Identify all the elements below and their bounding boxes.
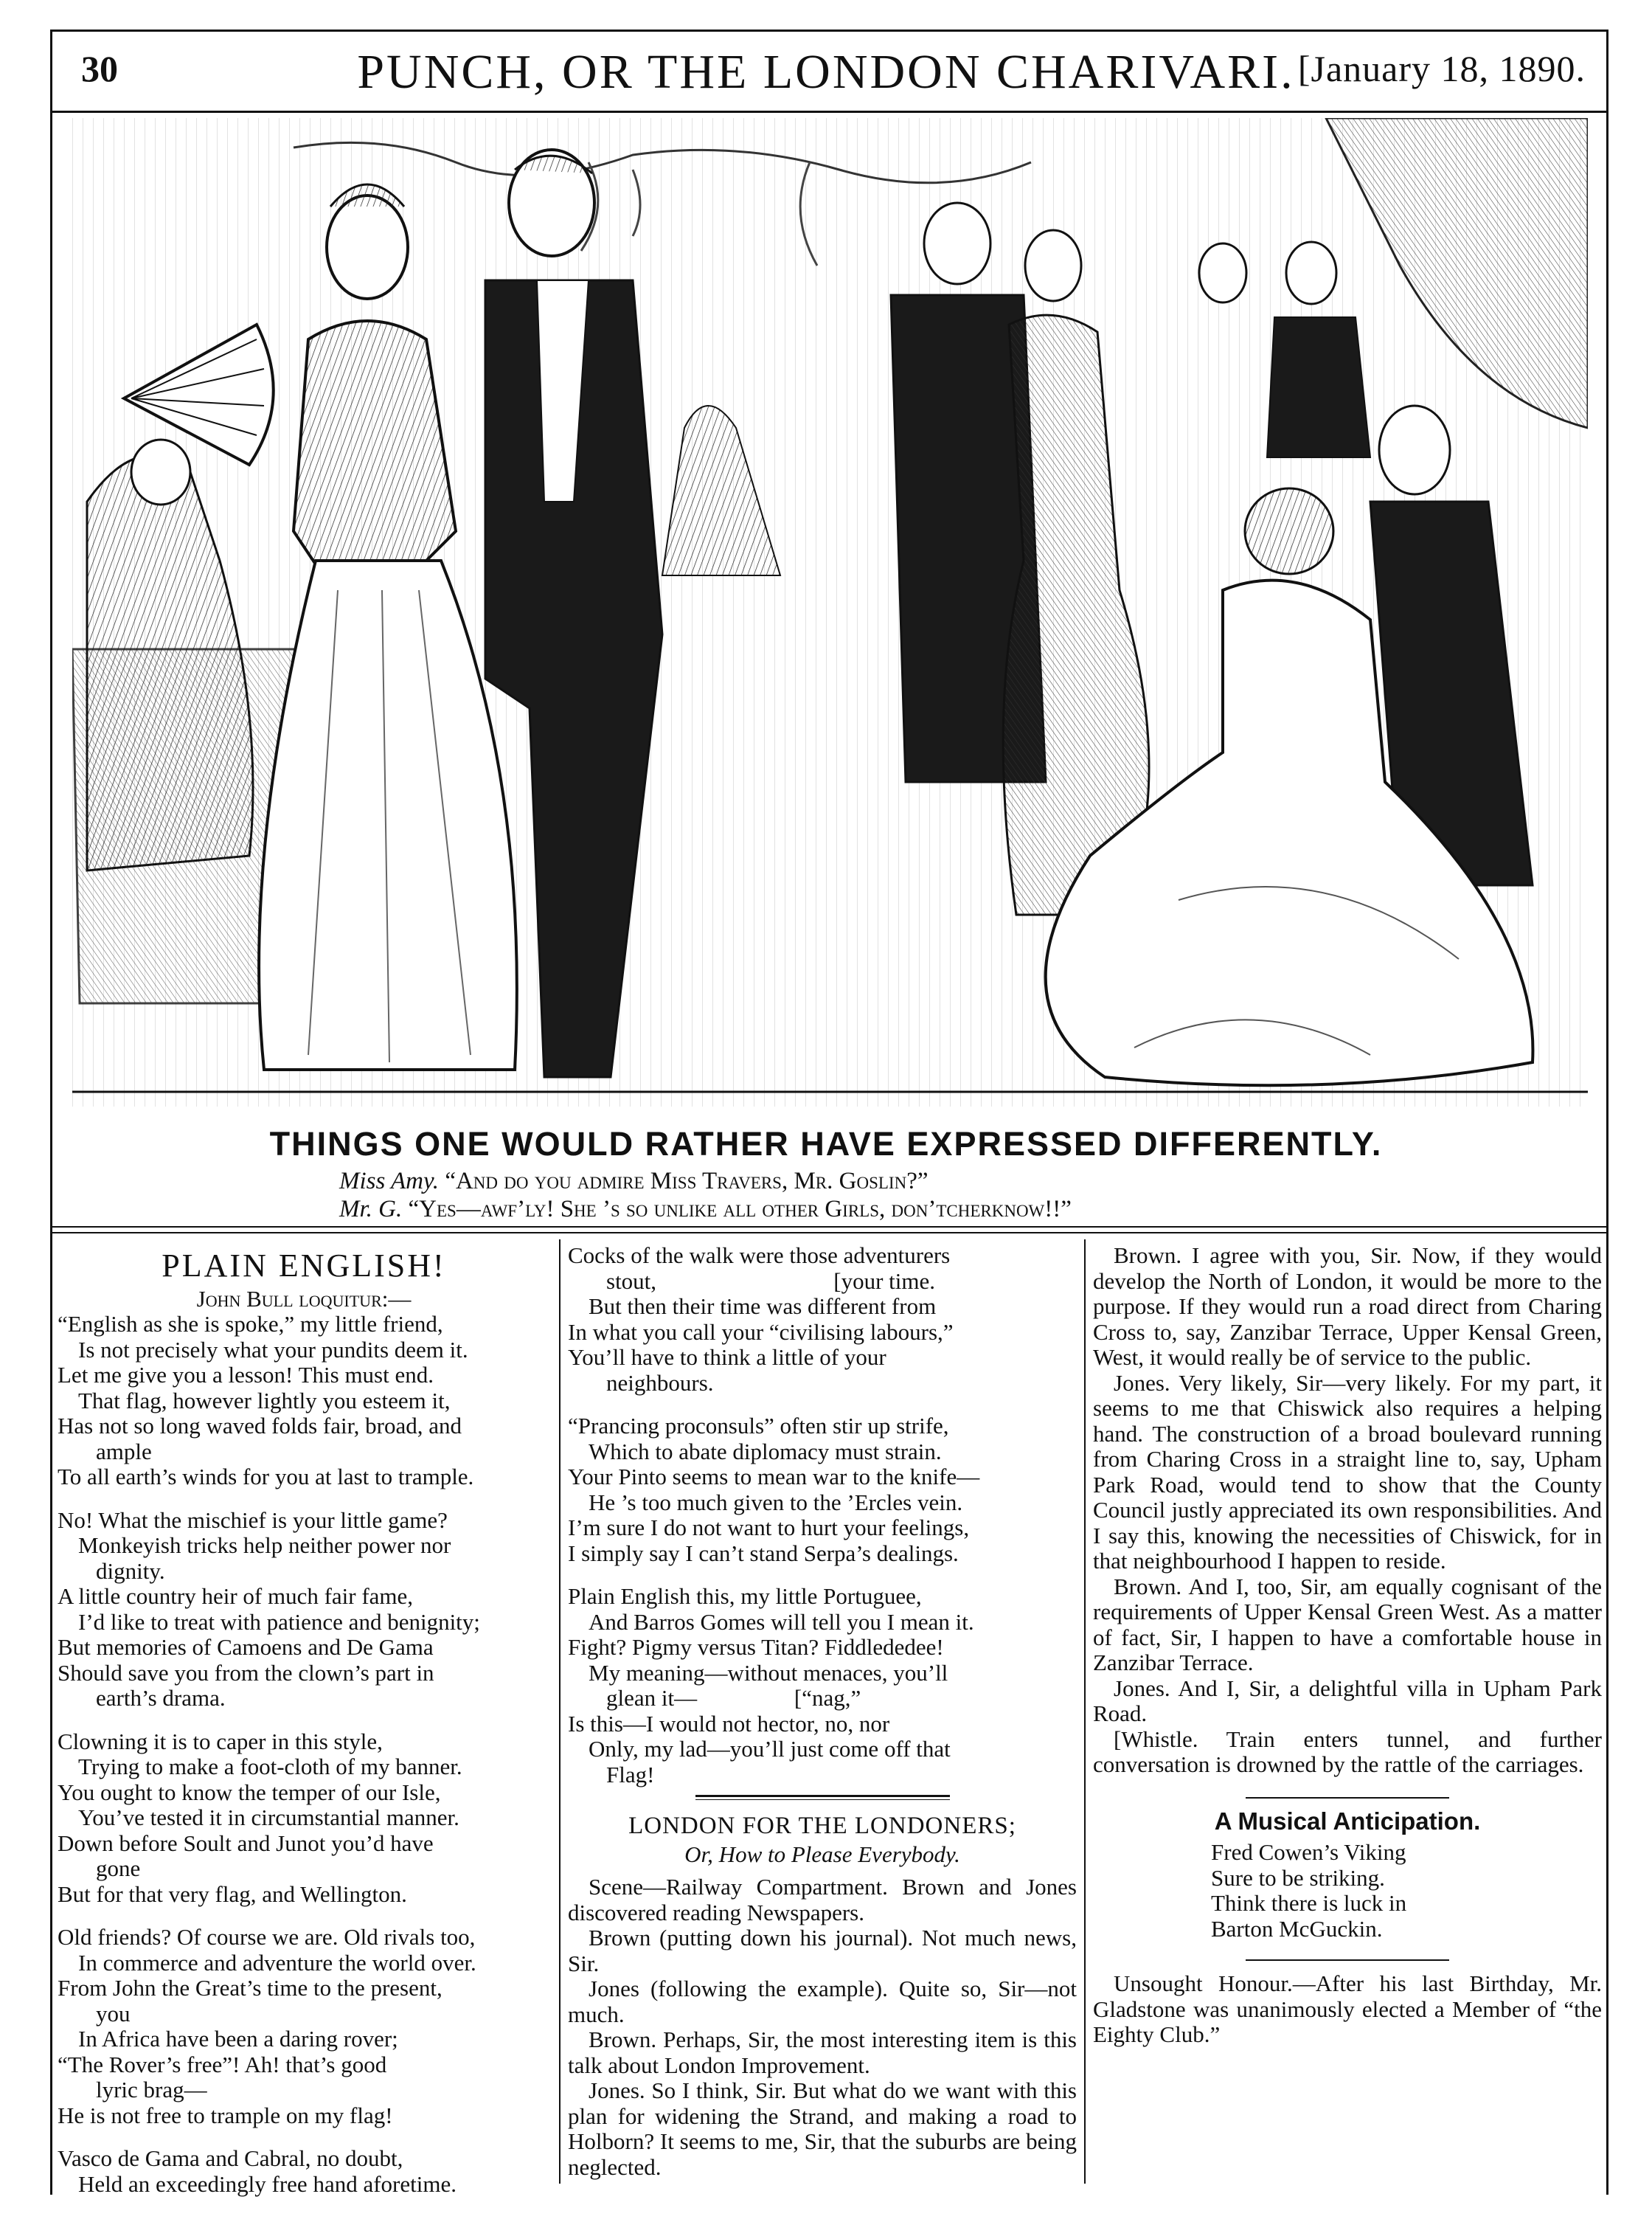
paragraph: Brown. Perhaps, Sir, the most interesting item is this talk about London Improvement. bbox=[568, 2027, 1077, 2078]
column-3 bbox=[1093, 1243, 1602, 2048]
verse-line: Think there is luck in bbox=[1211, 1890, 1407, 1916]
poem-line: That flag, however lightly you esteem it, bbox=[78, 1387, 451, 1413]
poem-line: But then their time was different from bbox=[589, 1293, 937, 1319]
poem-line: Flag! bbox=[606, 1761, 655, 1787]
section-rule-2 bbox=[1246, 1797, 1449, 1799]
poem-line: Is this—I would not hector, no, nor bbox=[568, 1710, 890, 1737]
caption-text-1: “And do you admire Miss Travers, Mr. Goslin?” bbox=[445, 1168, 929, 1194]
poem-byline: John Bull loquitur:— bbox=[196, 1285, 412, 1312]
publication-title: PUNCH, OR THE LONDON CHARIVARI. bbox=[357, 45, 1295, 99]
poem-line: Monkeyish tricks help neither power nor bbox=[78, 1532, 451, 1558]
poem-line: Cocks of the walk were those adventurers bbox=[568, 1242, 951, 1268]
stanza-gap bbox=[58, 1712, 550, 1729]
musical-verse bbox=[1093, 1840, 1602, 1942]
musical-title: A Musical Anticipation. bbox=[1214, 1807, 1481, 1835]
stanza-gap bbox=[58, 2128, 550, 2146]
poem-line: Held an exceedingly free hand aforetime. bbox=[78, 2170, 457, 2197]
poem-line: Which to abate diplomacy must strain. bbox=[589, 1438, 942, 1464]
verse-line: Fred Cowen’s Viking bbox=[1211, 1839, 1406, 1865]
article-continuation bbox=[1093, 1243, 1602, 1778]
paragraph: Scene—Railway Compartment. Brown and Jones discovered reading Newspapers. bbox=[568, 1874, 1077, 1925]
stanza-gap bbox=[568, 1566, 1077, 1584]
poem-line: In Africa have been a daring rover; bbox=[78, 2026, 398, 2052]
poem-line: No! What the mischief is your little game? bbox=[58, 1506, 448, 1533]
poem-title: PLAIN ENGLISH! bbox=[162, 1247, 446, 1284]
poem-continuation bbox=[568, 1243, 1077, 1787]
paragraph: [Whistle. Train enters tunnel, and further conversation is drowned by the rattle of the carriages. bbox=[1093, 1726, 1602, 1777]
column-2 bbox=[568, 1243, 1077, 2180]
poem-line: I’m sure I do not want to hurt your feelings, bbox=[568, 1515, 970, 1540]
poem-line: lyric brag— bbox=[96, 2077, 207, 2102]
verse-line: Sure to be striking. bbox=[1211, 1864, 1385, 1891]
caption-line-1 bbox=[339, 1168, 928, 1195]
caption-speaker-1: Miss Amy. bbox=[339, 1168, 440, 1194]
poem-line: gone bbox=[96, 1855, 141, 1881]
poem-line: Should save you from the clown’s part in bbox=[58, 1659, 434, 1686]
cartoon-illustration bbox=[72, 118, 1588, 1107]
poem-line: Has not so long waved folds fair, broad, and bbox=[58, 1413, 462, 1439]
poem-line: “The Rover’s free”! Ah! that’s good bbox=[58, 2051, 387, 2077]
section-rule-3 bbox=[1246, 1959, 1449, 1961]
stanza-gap bbox=[58, 1490, 550, 1508]
paragraph: Jones. And I, Sir, a delightful villa in Upham Park Road. bbox=[1093, 1675, 1602, 1726]
poem-line: Is not precisely what your pundits deem it. bbox=[78, 1336, 468, 1363]
poem-line: “Prancing proconsuls” often stir up strife, bbox=[568, 1413, 949, 1439]
paragraph: Brown (putting down his journal). Not much news, Sir. bbox=[568, 1925, 1077, 1976]
caption-speaker-2: Mr. G. bbox=[339, 1196, 403, 1222]
unsought-honour-item: Unsought Honour.—After his last Birthday, Mr. Gladstone was unanimously elected a Member of “the Eighty Club.” bbox=[1093, 1970, 1602, 2047]
caption-text-2: “Yes—awf’ly! She ’s so unlike all other Girls, don’tcherknow!!” bbox=[408, 1196, 1072, 1222]
column-divider-1 bbox=[559, 1239, 560, 2184]
page-border-left bbox=[50, 30, 52, 2195]
poem-line: In what you call your “civilising labours,” bbox=[568, 1318, 954, 1345]
verse-line: Barton McGuckin. bbox=[1211, 1915, 1383, 1942]
poem-line: glean it— [“nag,” bbox=[606, 1685, 861, 1711]
poem-line: In commerce and adventure the world over. bbox=[78, 1949, 476, 1976]
poem-line: You’ve tested it in circumstantial manner. bbox=[78, 1804, 459, 1830]
poem-line: But memories of Camoens and De Gama bbox=[58, 1634, 434, 1660]
caption-rule-1 bbox=[50, 1226, 1608, 1228]
article-subtitle: Or, How to Please Everybody. bbox=[684, 1841, 960, 1867]
paragraph: Jones. Very likely, Sir—very likely. For my part, it seems to me that Chiswick also requires a helping hand. The construction of a broad boulevard running from Charing Cross in a straight line to, say, Upham Park Road, would tend to show that the County Council justly appreciated its own responsibilities. And I say this, knowing the necessities of Chiswick, for in that neighbourhood I happen to reside. bbox=[1093, 1369, 1602, 1574]
column-1 bbox=[58, 1243, 550, 2197]
stanza-gap bbox=[568, 1396, 1077, 1413]
poem-line: Let me give you a lesson! This must end. bbox=[58, 1362, 434, 1388]
poem-line: I simply say I can’t stand Serpa’s dealings. bbox=[568, 1540, 959, 1566]
poem-line: earth’s drama. bbox=[96, 1685, 226, 1711]
article-paragraphs bbox=[568, 1875, 1077, 2180]
caption-line-2 bbox=[339, 1196, 1072, 1223]
poem-line: neighbours. bbox=[606, 1369, 714, 1396]
poem-line: Your Pinto seems to mean war to the knife— bbox=[568, 1464, 980, 1489]
poem-line: ample bbox=[96, 1438, 152, 1464]
poem-line: My meaning—without menaces, you’ll bbox=[589, 1659, 948, 1686]
poem-line: But for that very flag, and Wellington. bbox=[58, 1880, 407, 1907]
poem-line: A little country heir of much fair fame, bbox=[58, 1583, 414, 1609]
poem-line: Clowning it is to caper in this style, bbox=[58, 1728, 383, 1754]
poem-line: I’d like to treat with patience and benignity; bbox=[78, 1608, 480, 1635]
poem-line: Old friends? Of course we are. Old rivals too, bbox=[58, 1924, 476, 1950]
poem-line: dignity. bbox=[96, 1557, 165, 1584]
column-divider-2 bbox=[1084, 1239, 1086, 2184]
poem-line: You ought to know the temper of our Isle, bbox=[58, 1779, 441, 1805]
poem-line: He is not free to trample on my flag! bbox=[58, 2102, 393, 2128]
poem-line: Vasco de Gama and Cabral, no doubt, bbox=[58, 2145, 403, 2171]
poem-line: And Barros Gomes will tell you I mean it. bbox=[589, 1608, 974, 1635]
issue-date: [January 18, 1890. bbox=[1297, 48, 1586, 89]
stanza-gap bbox=[58, 1907, 550, 1925]
caption-rule-2 bbox=[50, 1232, 1608, 1233]
poem-line: stout, [your time. bbox=[606, 1267, 936, 1294]
section-rule bbox=[695, 1795, 950, 1800]
poem-line: From John the Great’s time to the present, bbox=[58, 1975, 442, 2001]
cartoon-title: THINGS ONE WOULD RATHER HAVE EXPRESSED DIFFERENTLY. bbox=[269, 1125, 1383, 1163]
poem-line: Fight? Pigmy versus Titan? Fiddlededee! bbox=[568, 1634, 944, 1660]
poem-line: Down before Soult and Junot you’d have bbox=[58, 1830, 434, 1856]
poem-line: you bbox=[96, 2000, 131, 2027]
article-title: LONDON FOR THE LONDONERS; bbox=[628, 1813, 1016, 1839]
paragraph: Brown. And I, too, Sir, am equally cognisant of the requirements of Upper Kensal Green West. As a matter of fact, Sir, I happen to have a comfortable house in Zanzibar Terrace. bbox=[1093, 1573, 1602, 1675]
paragraph: Jones. So I think, Sir. But what do we want with this plan for widening the Strand, and making a road to Holborn? It seems to me, Sir, that the suburbs are being neglected. bbox=[568, 2077, 1077, 2180]
poem-line: Plain English this, my little Portuguee, bbox=[568, 1583, 922, 1609]
page-border-right bbox=[1606, 30, 1608, 2195]
poem-line: To all earth’s winds for you at last to trample. bbox=[58, 1464, 474, 1489]
header-bottom-rule bbox=[50, 111, 1608, 113]
poem-line: Trying to make a foot-cloth of my banner. bbox=[78, 1754, 462, 1779]
poem-line: He ’s too much given to the ’Ercles vein. bbox=[589, 1489, 963, 1515]
poem-lines bbox=[58, 1312, 550, 2197]
page-header bbox=[52, 30, 1600, 111]
poem-line: You’ll have to think a little of your bbox=[568, 1344, 886, 1370]
paragraph: Brown. I agree with you, Sir. Now, if they would develop the North of London, it would be more to the purpose. If they would run a road direct from Charing Cross to, say, Zanzibar Terrace, Upper Kensal Green, West, it would really be of service to the public. bbox=[1093, 1242, 1602, 1370]
paragraph: Jones (following the example). Quite so, Sir—not much. bbox=[568, 1976, 1077, 2027]
poem-line: “English as she is spoke,” my little friend, bbox=[58, 1311, 443, 1337]
poem-line: Only, my lad—you’ll just come off that bbox=[589, 1736, 951, 1762]
page-number: 30 bbox=[81, 48, 118, 89]
